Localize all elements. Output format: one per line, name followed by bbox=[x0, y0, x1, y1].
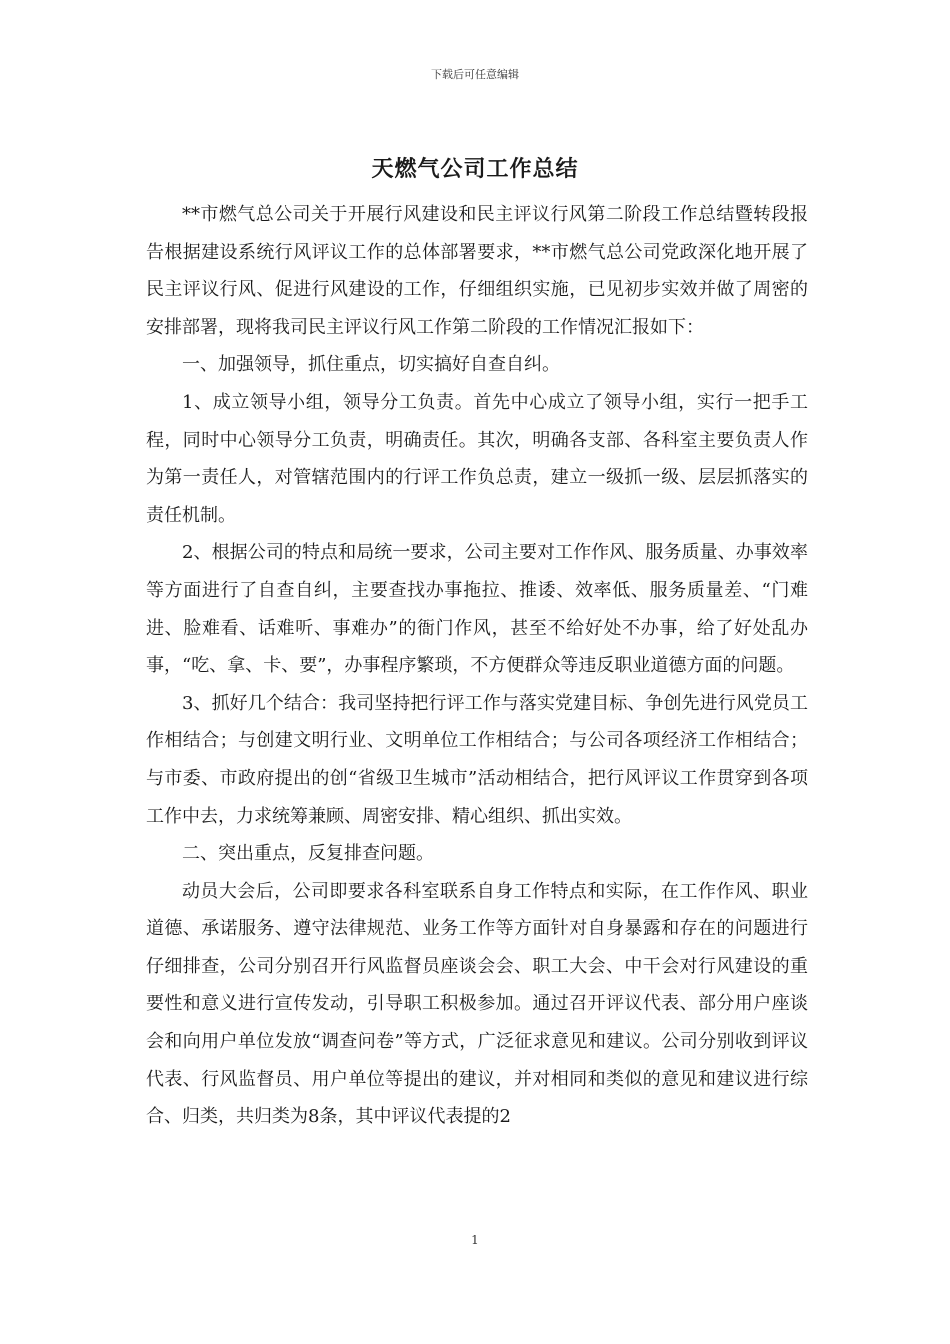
header-note: 下载后可任意编辑 bbox=[431, 68, 519, 81]
paragraph-item-1: 1、成立领导小组，领导分工负责。首先中心成立了领导小组，实行一把手工程，同时中心领导分工负责，明确责任。其次，明确各支部、各科室主要负责人作为第一责任人，对管辖范围内的行评工作负总责，建立一级抓一级、层层抓落实的责任机制。 bbox=[146, 391, 808, 526]
document-title: 天燃气公司工作总结 bbox=[371, 157, 579, 182]
document-body bbox=[146, 196, 808, 1136]
page-number: 1 bbox=[471, 1233, 479, 1247]
paragraph-intro: **市燃气总公司关于开展行风建设和民主评议行风第二阶段工作总结暨转段报告根据建设系统行风评议工作的总体部署要求，**市燃气总公司党政深化地开展了民主评议行风、促进行风建设的工作，仔细组织实施，已见初步实效并做了周密的安排部署，现将我司民主评议行风工作第二阶段的工作情况汇报如下： bbox=[146, 204, 808, 338]
paragraph-item-2: 2、根据公司的特点和局统一要求，公司主要对工作作风、服务质量、办事效率等方面进行了自查自纠，主要查找办事拖拉、推诿、效率低、服务质量差、“门难进、脸难看、话难听、事难办”的衙门作风，甚至不给好处不办事，给了好处乱办事，“吃、拿、卡、要”，办事程序繁琐，不方便群众等违反职业道德方面的问题。 bbox=[146, 542, 808, 677]
paragraph-section-2-heading: 二、突出重点，反复排查问题。 bbox=[182, 843, 434, 865]
paragraph-section-1-heading: 一、加强领导，抓住重点，切实搞好自查自纠。 bbox=[182, 354, 560, 376]
paragraph-item-3: 3、抓好几个结合：我司坚持把行评工作与落实党建目标、争创先进行风党员工作相结合；与创建文明行业、文明单位工作相结合；与公司各项经济工作相结合；与市委、市政府提出的创“省级卫生城市”活动相结合，把行风评议工作贯穿到各项工作中去，力求统筹兼顾、周密安排、精心组织、抓出实效。 bbox=[146, 692, 808, 827]
paragraph-section-2-body: 动员大会后，公司即要求各科室联系自身工作特点和实际，在工作作风、职业道德、承诺服务、遵守法律规范、业务工作等方面针对自身暴露和存在的问题进行仔细排查，公司分别召开行风监督员座谈会会、职工大会、中干会对行风建设的重要性和意义进行宣传发动，引导职工积极参加。通过召开评议代表、部分用户座谈会和向用户单位发放“调查问卷”等方式，广泛征求意见和建议。公司分别收到评议代表、行风监督员、用户单位等提出的建议，并对相同和类似的意见和建议进行综合、归类，共归类为8条，其中评议代表提的2 bbox=[146, 880, 808, 1128]
